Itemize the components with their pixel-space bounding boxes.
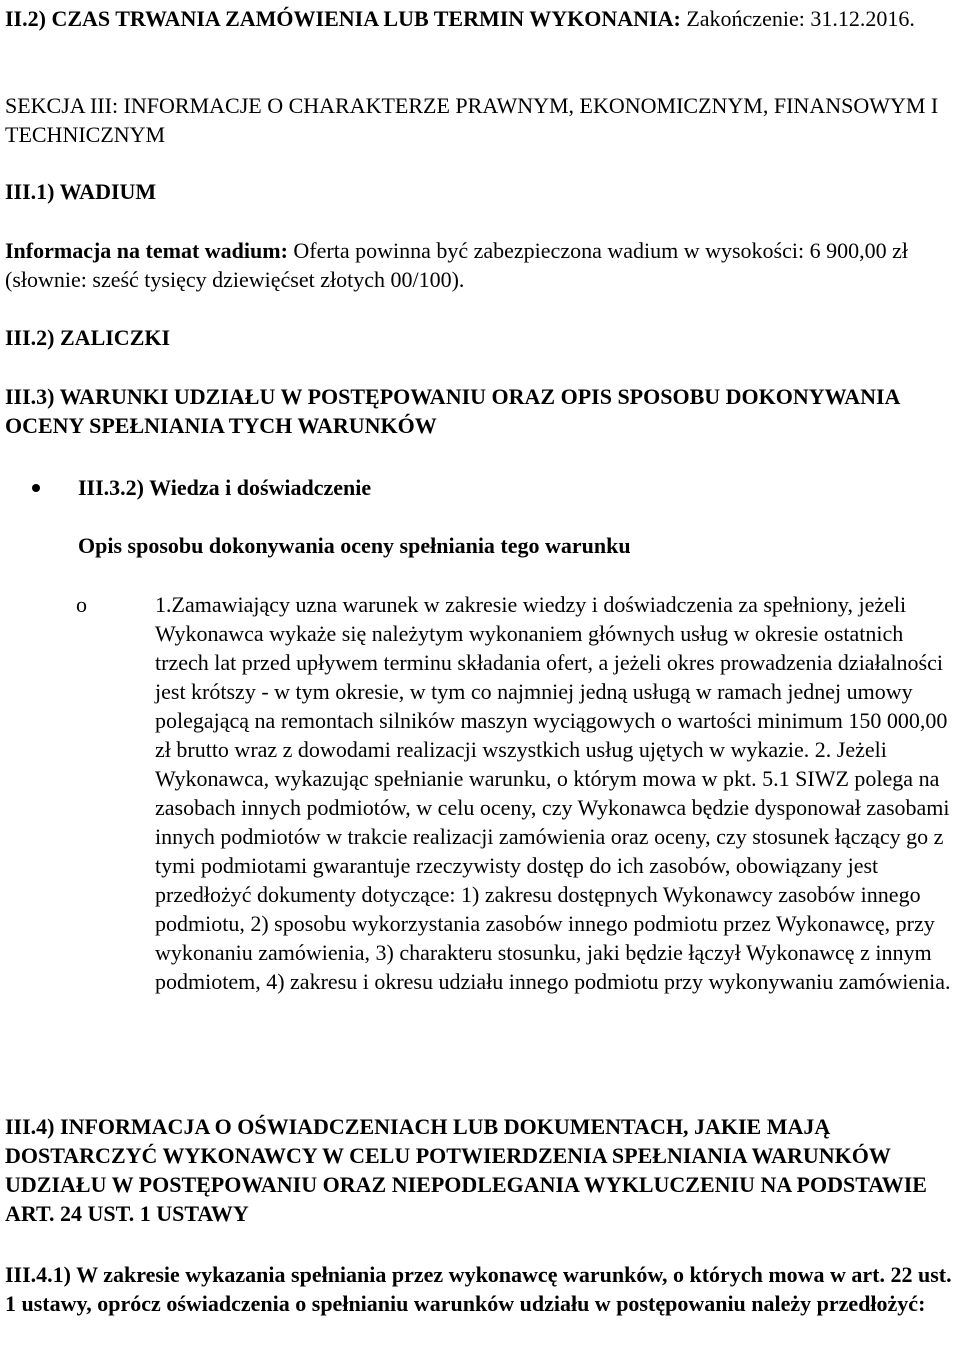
duration-label: II.2) CZAS TRWANIA ZAMÓWIENIA LUB TERMIN WYKONANIA:: [5, 6, 681, 31]
wadium-heading: III.1) WADIUM: [5, 179, 157, 204]
zakres-heading: III.4.1) W zakresie wykazania spełniania przez wykonawcę warunków, o których mowa w art. 22 ust. 1 ustawy, oprócz oświadczenia o spełnianiu warunków udziału w postępowaniu należy przedłożyć:: [5, 1262, 952, 1316]
opis-heading: Opis sposobu dokonywania oceny spełniania tego warunku: [78, 533, 631, 558]
bullet-item-text: III.3.2) Wiedza i doświadczenie: [78, 475, 372, 500]
sub-list-marker: o: [76, 592, 87, 617]
wadium-info-text: Oferta powinna być zabezpieczona wadium w wysokości: 6 900,00 zł (słownie: sześć tysięcy dziewięćset złotych 00/100).: [5, 238, 908, 292]
section-3-title: SEKCJA III: INFORMACJE O CHARAKTERZE PRAWNYM, EKONOMICZNYM, FINANSOWYM I TECHNICZNYM: [5, 93, 939, 147]
sub-list-text: 1.Zamawiający uzna warunek w zakresie wiedzy i doświadczenia za spełniony, jeżeli Wykonawca wykaże się należytym wykonaniem głównych usług w okresie ostatnich trzech lat przed upływem terminu składania ofert, a jeżeli okres prowadzenia działalności jest krótszy - w tym okresie, w tym co najmniej jedną usługą w ramach jednej umowy polegającą na remontach silników maszyn wyciągowych o wartości minimum 150 000,00 zł brutto wraz z dowodami realizacji wszystkich usług ujętych w wykazie. 2. Jeżeli Wykonawca, wykazując spełnianie warunku, o którym mowa w pkt. 5.1 SIWZ polega na zasobach innych podmiotów, w celu oceny, czy Wykonawca będzie dysponował zasobami innych podmiotów w trakcie realizacji zamówienia oraz oceny, czy stosunek łączący go z tymi podmiotami gwarantuje rzeczywisty dostęp do ich zasobów, obowiązany jest przedłożyć dokumenty dotyczące: 1) zakresu dostępnych Wykonawcy zasobów innego podmiotu, 2) sposobu wykorzystania zasobów innego podmiotu przez Wykonawcę, przy wykonaniu zamówienia, 3) charakteru stosunku, jaki będzie łączył Wykonawcę z innym podmiotem, 4) zakresu i okresu udziału innego podmiotu przy wykonywaniu zamówienia.: [155, 592, 951, 994]
wadium-info-label: Informacja na temat wadium:: [5, 238, 288, 263]
duration-value: Zakończenie: 31.12.2016.: [680, 6, 915, 31]
warunki-heading: III.3) WARUNKI UDZIAŁU W POSTĘPOWANIU ORAZ OPIS SPOSOBU DOKONYWANIA OCENY SPEŁNIANIA TYCH WARUNKÓW: [5, 384, 900, 438]
wadium-info-paragraph: [5, 236, 954, 294]
bullet-icon: [32, 484, 40, 492]
informacja-heading: III.4) INFORMACJA O OŚWIADCZENIACH LUB DOKUMENTACH, JAKIE MAJĄ DOSTARCZYĆ WYKONAWCY W CELU POTWIERDZENIA SPEŁNIANIA WARUNKÓW UDZIAŁU W POSTĘPOWANIU ORAZ NIEPODLEGANIA WYKLUCZENIU NA PODSTAWIE ART. 24 UST. 1 USTAWY: [5, 1114, 927, 1226]
duration-paragraph: [5, 4, 954, 33]
zaliczki-heading: III.2) ZALICZKI: [5, 325, 171, 350]
